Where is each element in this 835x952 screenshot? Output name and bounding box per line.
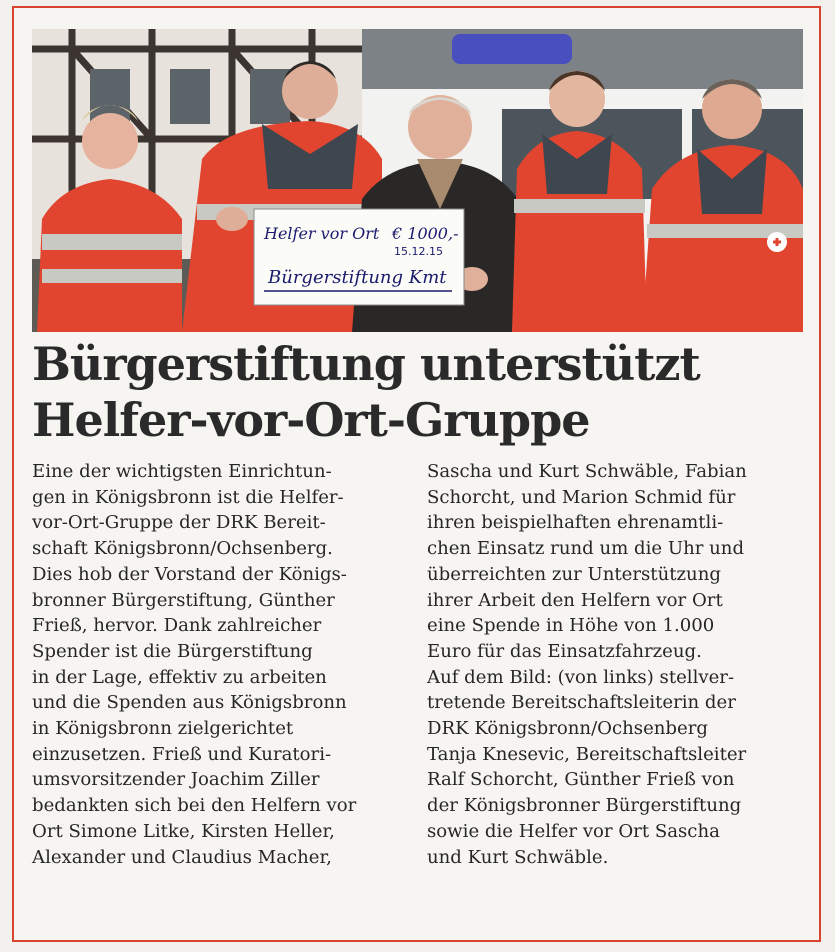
- check-line2: Bürgerstiftung Kmt: [268, 267, 447, 288]
- check-date: 15.12.15: [394, 245, 443, 258]
- photo-illustration: [32, 29, 803, 332]
- check-line1: Helfer vor Ort: [264, 224, 380, 243]
- check-amount: € 1000,-: [392, 224, 459, 243]
- article-photo: [32, 29, 803, 332]
- article-column-left: Eine der wichtigsten Einrichtun- gen in Königsbronn ist die Helfer- vor-Ort-Gruppe der DRK Bereit- schaft Königsbronn/Ochsenberg. Dies hob der Vorstand der Königs- bronner Bürgerstiftung, Günther Frieß, hervor. Dank zahlreicher Spender ist die Bürgerstiftung in der Lage, effektiv zu arbeiten und die Spenden aus Königsbronn in Königsbronn zielgerichtet einzusetzen. Frieß und Kuratori- umsvorsitzender Joachim Ziller bedankten sich bei den Helfern vor Ort Simone Litke, Kirsten Heller, Alexander und Claudius Macher,: [32, 461, 357, 868]
- article-column-right: Sascha und Kurt Schwäble, Fabian Schorcht, und Marion Schmid für ihren beispielhaften ehrenamtli- chen Einsatz rund um die Uhr und überreichten zur Unterstützung ihrer Arbeit den Helfern vor Ort eine Spende in Höhe von 1.000 Euro für das Einsatzfahrzeug. Auf dem Bild: (von links) stellver- tretende Bereitschaftsleiterin der DRK Königsbronn/Ochsenberg Tanja Knesevic, Bereitschaftsleiter Ralf Schorcht, Günther Frieß von der Königsbronner Bürgerstiftung sowie die Helfer vor Ort Sascha und Kurt Schwäble.: [427, 461, 747, 868]
- donation-check: [254, 209, 464, 305]
- article-headline: Bürgerstiftung unterstützt Helfer-vor-Ort-Gruppe: [32, 337, 700, 447]
